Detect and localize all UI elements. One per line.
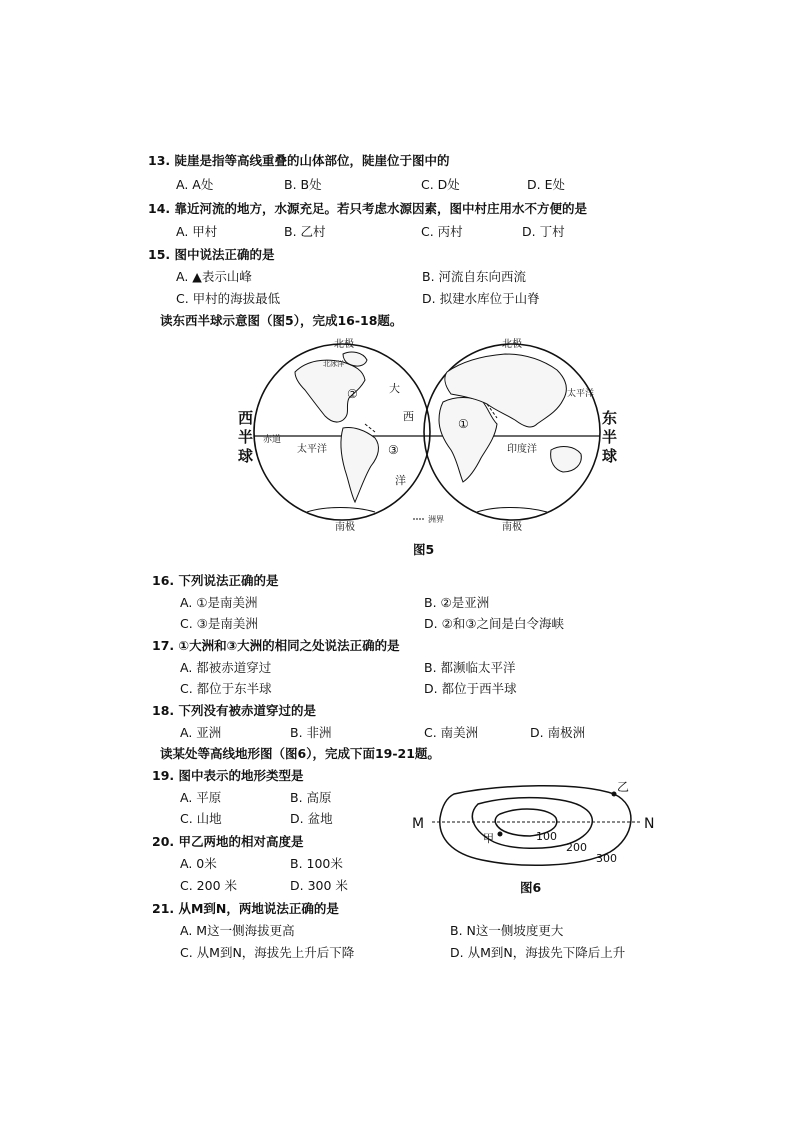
label-m: M (412, 816, 425, 832)
q19-stem: 19. 图中表示的地形类型是 (152, 768, 304, 783)
q18-option-c: C. 南美洲 (424, 725, 479, 740)
q15-option-a: A. ▲表示山峰 (176, 269, 252, 284)
legend-label: 洲界 (428, 515, 444, 524)
q16-option-c: C. ③是南美洲 (180, 616, 258, 631)
q20-stem: 20. 甲乙两地的相对高度是 (152, 834, 304, 849)
q15-option-b: B. 河流自东向西流 (422, 269, 527, 284)
continent-boundary-line (365, 424, 375, 432)
fig5-intro: 读东西半球示意图（图5），完成16-18题。 (160, 313, 403, 328)
q20-option-b: B. 100米 (290, 856, 343, 871)
q15-option-c: C. 甲村的海拔最低 (176, 291, 281, 306)
fig5-caption: 图5 (413, 542, 435, 557)
q17-stem: 17. ①大洲和③大洲的相同之处说法正确的是 (152, 638, 400, 653)
q19-option-c: C. 山地 (180, 811, 222, 826)
q19-option-d: D. 盆地 (290, 811, 333, 826)
continent-marker-2: ② (347, 387, 358, 401)
point-yi (612, 792, 617, 797)
label-n: N (644, 816, 655, 832)
continent-marker-1: ① (458, 417, 469, 431)
south-pole-label-east: 南极 (502, 522, 522, 532)
australia-outline (551, 447, 582, 472)
africa-outline (439, 398, 497, 483)
arctic-ocean-label: 北冰洋 (323, 360, 344, 368)
atlantic-label-da: 大 (389, 382, 400, 395)
q18-stem: 18. 下列没有被赤道穿过的是 (152, 703, 316, 718)
north-pole-label-east: 北极 (502, 339, 522, 350)
antarctica-east-outline (477, 508, 547, 513)
q16-option-d: D. ②和③之间是白令海峡 (424, 616, 564, 631)
q17-option-c: C. 都位于东半球 (180, 681, 272, 696)
q18-option-d: D. 南极洲 (530, 725, 586, 740)
point-jia (498, 832, 503, 837)
q14-option-a: A. 甲村 (176, 224, 218, 239)
q17-option-d: D. 都位于西半球 (424, 681, 517, 696)
hemispheres-map (225, 332, 635, 532)
q13-option-d: D. E处 (527, 177, 565, 192)
fig6-caption: 图6 (520, 880, 542, 895)
south-america-outline (341, 427, 379, 502)
equator-label: 赤道 (263, 435, 282, 445)
q18-option-a: A. 亚洲 (180, 725, 222, 740)
q13-stem: 13. 陡崖是指等高线重叠的山体部位，陡崖位于图中的 (148, 153, 450, 168)
antarctica-west-outline (307, 508, 375, 513)
western-hemisphere-label: 西 半 球 (238, 409, 254, 465)
atlantic-label-yang: 洋 (395, 474, 406, 487)
indian-ocean-label: 印度洋 (507, 444, 537, 455)
label-jia: 甲 (483, 832, 494, 845)
contour-label-300: 300 (596, 852, 617, 865)
fig6-intro: 读某处等高线地形图（图6），完成下面19-21题。 (160, 746, 440, 761)
q20-option-d: D. 300 米 (290, 878, 348, 893)
label-yi: 乙 (617, 780, 630, 794)
q13-option-c: C. D处 (421, 177, 460, 192)
pacific-label-west: 太平洋 (297, 444, 327, 455)
q21-option-d: D. 从M到N，海拔先下降后上升 (450, 945, 626, 960)
q13-option-b: B. B处 (284, 177, 322, 192)
q16-option-b: B. ②是亚洲 (424, 595, 490, 610)
q19-option-a: A. 平原 (180, 790, 222, 805)
q16-option-a: A. ①是南美洲 (180, 595, 258, 610)
q20-option-c: C. 200 米 (180, 878, 238, 893)
q21-option-c: C. 从M到N，海拔先上升后下降 (180, 945, 355, 960)
q13-option-a: A. A处 (176, 177, 214, 192)
q17-option-b: B. 都濒临太平洋 (424, 660, 516, 675)
q14-option-c: C. 丙村 (421, 224, 463, 239)
q14-stem: 14. 靠近河流的地方，水源充足。若只考虑水源因素，图中村庄用水不方便的是 (148, 201, 587, 216)
contour-label-100: 100 (536, 830, 557, 843)
continent-marker-3: ③ (388, 443, 399, 457)
q21-option-b: B. N这一侧坡度更大 (450, 923, 564, 938)
atlantic-label-xi: 西 (403, 410, 414, 423)
q15-option-d: D. 拟建水库位于山脊 (422, 291, 540, 306)
q16-stem: 16. 下列说法正确的是 (152, 573, 279, 588)
q17-option-a: A. 都被赤道穿过 (180, 660, 272, 675)
q18-option-b: B. 非洲 (290, 725, 332, 740)
q14-option-b: B. 乙村 (284, 224, 326, 239)
eastern-hemisphere-label: 东 半 球 (602, 409, 618, 465)
q21-option-a: A. M这一侧海拔更高 (180, 923, 295, 938)
north-pole-label-west: 北极 (334, 339, 354, 350)
q21-stem: 21. 从M到N，两地说法正确的是 (152, 901, 339, 916)
q19-option-b: B. 高原 (290, 790, 332, 805)
contour-label-200: 200 (566, 841, 587, 854)
pacific-label-east: 太平洋 (567, 389, 595, 399)
south-pole-label-west: 南极 (335, 522, 355, 532)
q20-option-a: A. 0米 (180, 856, 217, 871)
q14-option-d: D. 丁村 (522, 224, 565, 239)
contour-map (408, 778, 664, 878)
q15-stem: 15. 图中说法正确的是 (148, 247, 275, 262)
